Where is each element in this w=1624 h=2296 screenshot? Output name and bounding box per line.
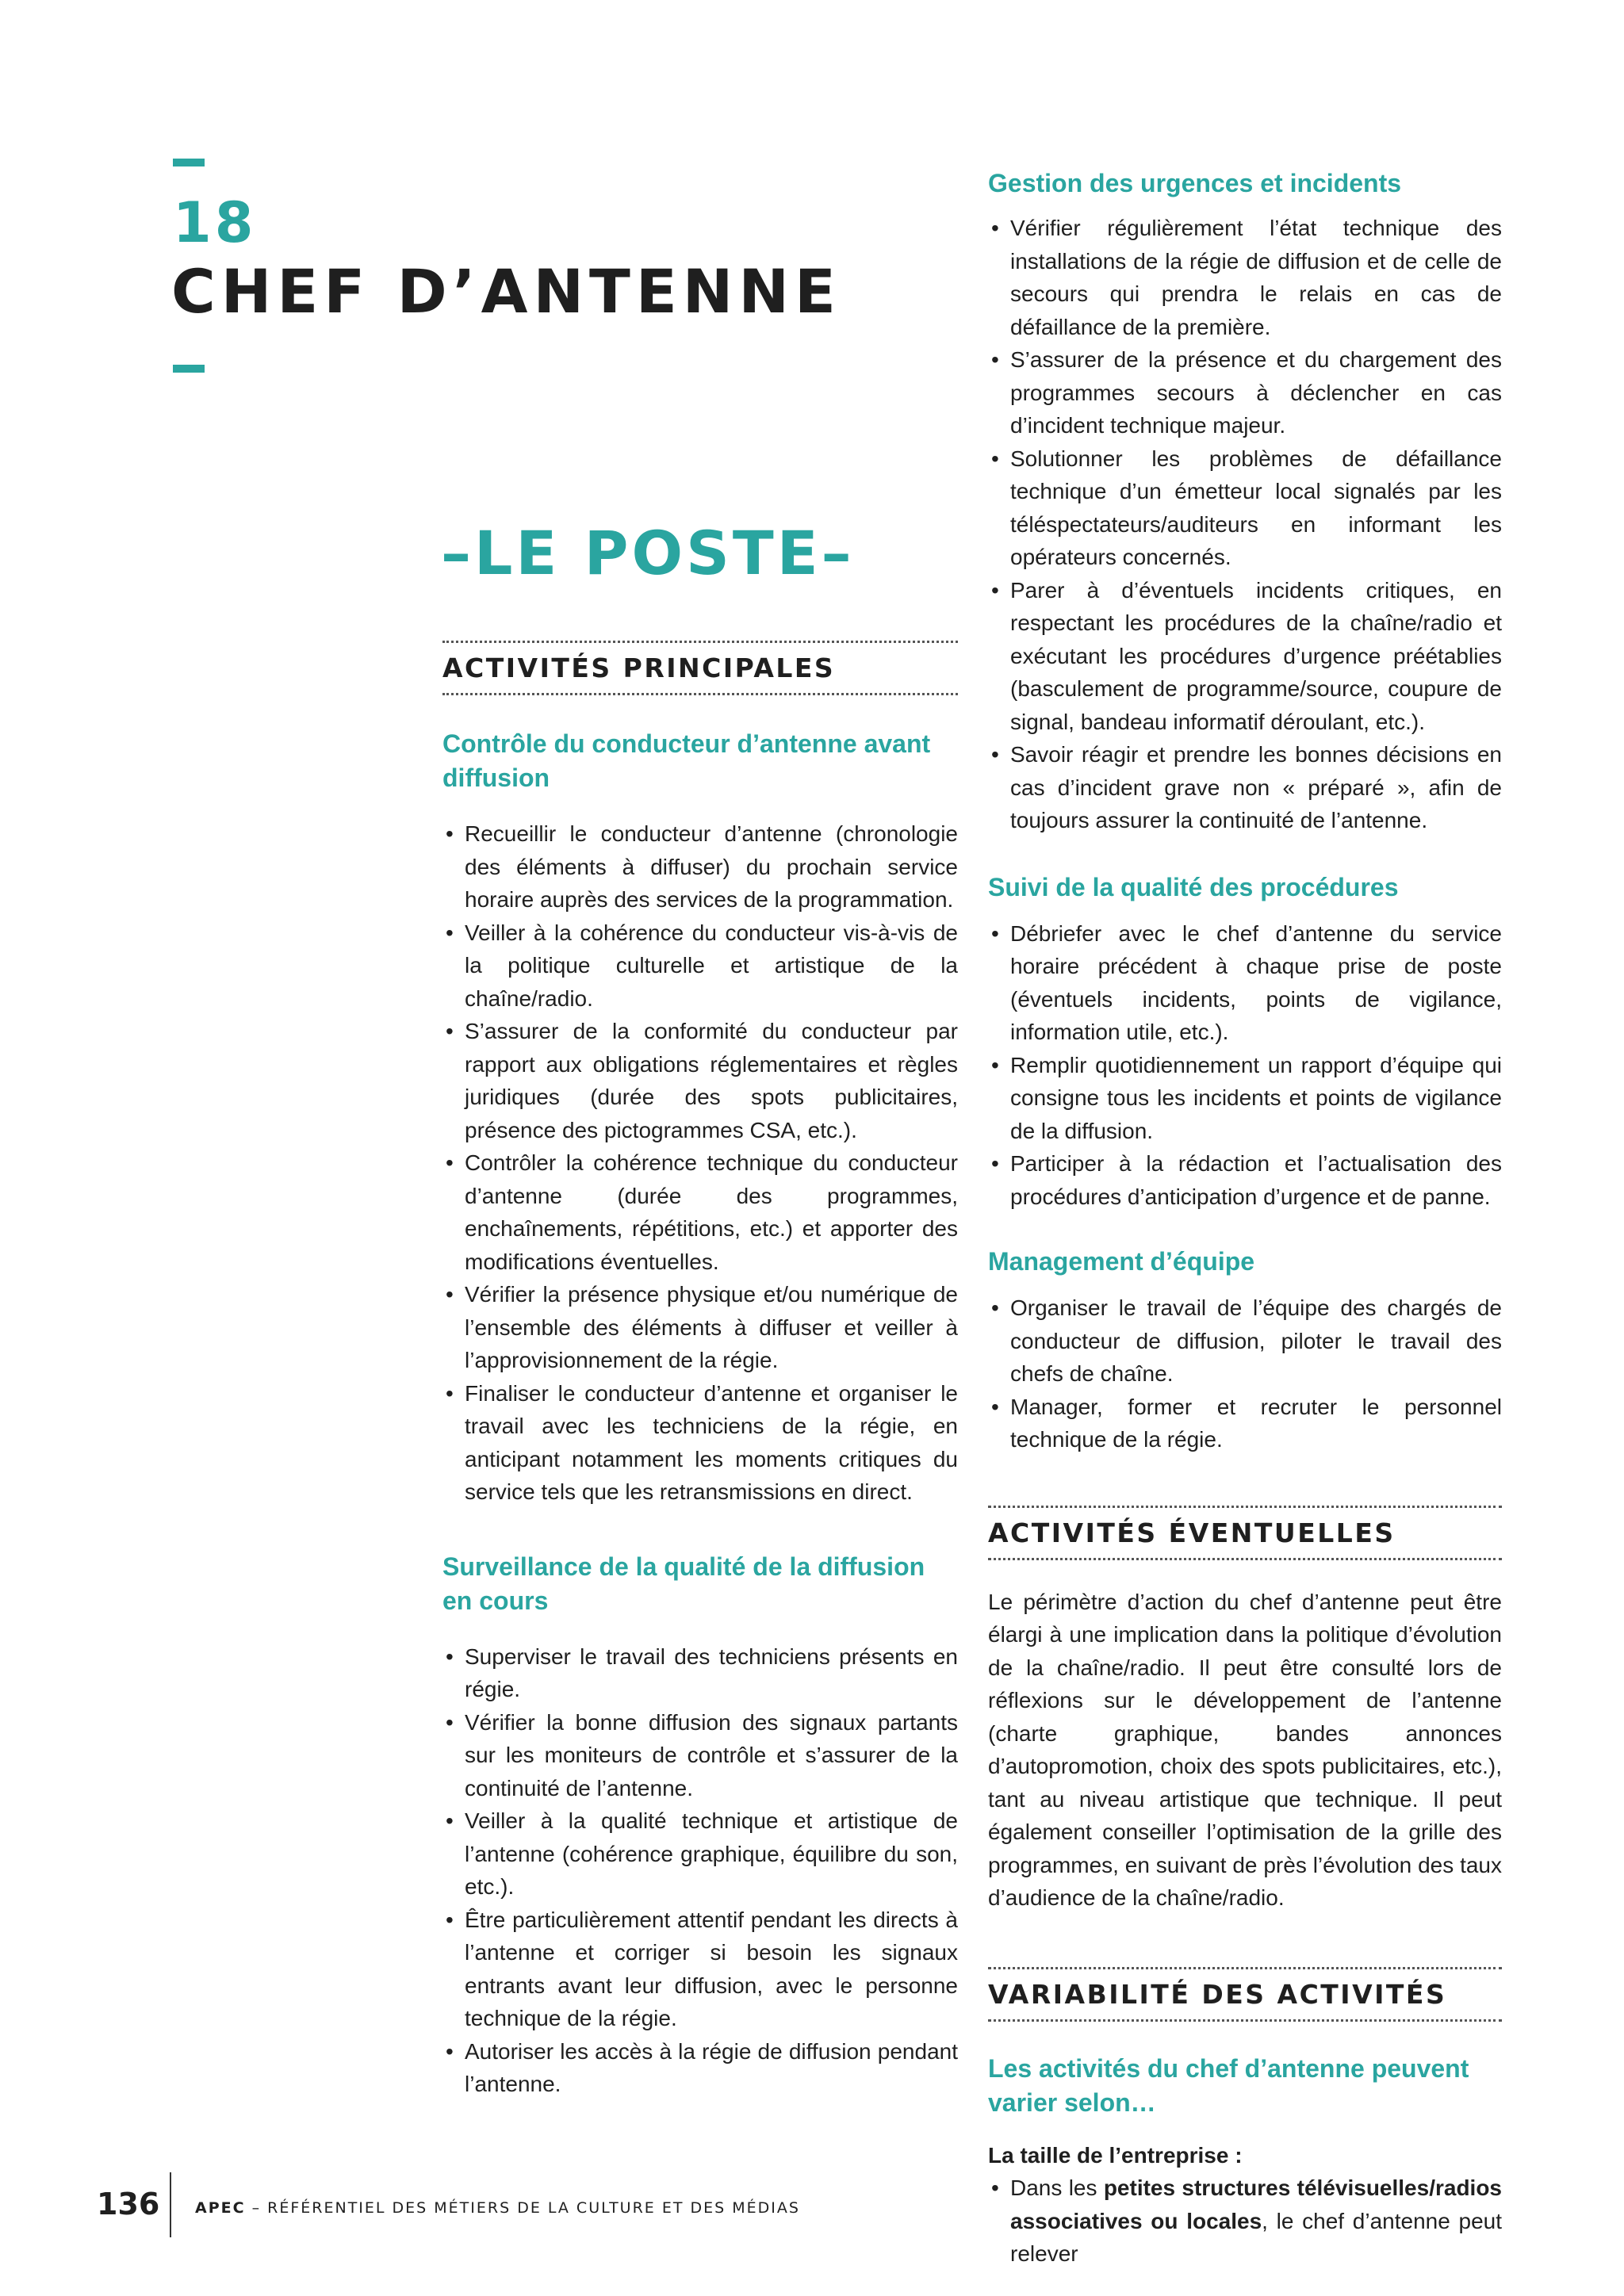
footer-title: – RÉFÉRENTIEL DES MÉTIERS DE LA CULTURE ET DES MÉDIAS — [245, 2199, 800, 2217]
list-item: • Vérifier la présence physique et/ou numérique de l’ensemble des éléments à diffuser et veiller à l’approvisionnement de la régie. — [442, 1278, 958, 1377]
list-item: • Organiser le travail de l’équipe des chargés de conducteur de diffusion, piloter le travail des chefs de chaîne. — [988, 1292, 1502, 1391]
group-heading: Contrôle du conducteur d’antenne avant diffusion — [442, 729, 931, 792]
bullet-list — [988, 2172, 1502, 2271]
bullet-list — [988, 917, 1502, 1214]
list-item: • Vérifier la bonne diffusion des signaux partants sur les moniteurs de contrôle et s’assurer de la continuité de l’antenne. — [442, 1706, 958, 1805]
group-heading: Surveillance de la qualité de la diffusion en cours — [442, 1552, 925, 1615]
list-item: • Solutionner les problèmes de défaillance technique d’un émetteur local signalés par les téléspectateurs/auditeurs en informant les opérateurs concernés. — [988, 442, 1502, 574]
list-item: • Manager, former et recruter le personnel technique de la régie. — [988, 1391, 1502, 1456]
list-item: • Recueillir le conducteur d’antenne (chronologie des éléments à diffuser) du prochain service horaire auprès des services de la programmation. — [442, 817, 958, 916]
list-item: • Remplir quotidiennement un rapport d’équipe qui consigne tous les incidents et points de vigilance de la diffusion. — [988, 1049, 1502, 1148]
item-text: , le chef d’antenne peut relever — [1010, 2208, 1503, 2266]
variabilite-subtitle: Les activités du chef d’antenne peuvent varier selon… — [988, 2053, 1469, 2117]
list-item: • Participer à la rédaction et l’actualisation des procédures d’anticipation d’urgence et de panne. — [988, 1147, 1502, 1213]
list-item: • Veiller à la qualité technique et artistique de l’antenne (cohérence graphique, équilibre du son, etc.). — [442, 1804, 958, 1904]
bullet-list — [988, 1292, 1502, 1456]
footer-text — [195, 2199, 800, 2217]
variabilite-header: VARIABILITÉ DES ACTIVITÉS — [988, 1967, 1502, 2022]
chapter-title: CHEF D’ANTENNE — [171, 256, 841, 327]
list-item: • Superviser le travail des techniciens présents en régie. — [442, 1640, 958, 1706]
chapter-number: 18 — [173, 190, 257, 255]
chapter-dash-top — [173, 159, 205, 166]
footer-divider — [170, 2172, 171, 2237]
group-heading: Suivi de la qualité des procédures — [988, 872, 1399, 901]
left-column — [442, 641, 958, 2101]
bullet-list — [442, 817, 958, 1509]
list-item: • Vérifier régulièrement l’état technique des installations de la régie de diffusion et de celle de secours qui prendra le relais en cas de défaillance de la première. — [988, 212, 1502, 343]
list-item: • Savoir réagir et prendre les bonnes décisions en cas d’incident grave non « préparé », afin de toujours assurer la continuité de l’antenne. — [988, 738, 1502, 837]
bullet-list — [442, 1640, 958, 2101]
list-item: • Autoriser les accès à la régie de diffusion pendant l’antenne. — [442, 2035, 958, 2101]
list-item — [988, 2172, 1502, 2271]
page-number: 136 — [97, 2187, 160, 2221]
chapter-dash-bottom — [173, 365, 205, 373]
activites-eventuelles-header: ACTIVITÉS ÉVENTUELLES — [988, 1506, 1502, 1560]
group-heading: Management d’équipe — [988, 1247, 1255, 1276]
item-text: Dans les — [1010, 2175, 1104, 2200]
right-column — [988, 166, 1502, 2271]
list-item: • Veiller à la cohérence du conducteur vis-à-vis de la politique culturelle et artistique de la chaîne/radio. — [442, 916, 958, 1016]
list-item: • Contrôler la cohérence technique du conducteur d’antenne (durée des programmes, enchaînements, répétitions, etc.) et apporter des modifications éventuelles. — [442, 1146, 958, 1278]
bullet-list — [988, 212, 1502, 837]
list-item: • Finaliser le conducteur d’antenne et organiser le travail avec les techniciens de la régie, en anticipant notamment les moments critiques du service tels que les retransmissions en direct. — [442, 1377, 958, 1509]
footer-brand: APEC — [195, 2199, 246, 2217]
activites-principales-header: ACTIVITÉS PRINCIPALES — [442, 641, 958, 695]
list-item: • Être particulièrement attentif pendant les directs à l’antenne et corriger si besoin les signaux entrants avant leur diffusion, avec le personne technique de la régie. — [442, 1904, 958, 2035]
section-title: –LE POSTE– — [441, 518, 855, 588]
taille-entreprise-label: La taille de l’entreprise : — [988, 2142, 1243, 2168]
list-item: • S’assurer de la conformité du conducteur par rapport aux obligations réglementaires et règles juridiques (durée des spots publicitaires, présence des pictogrammes CSA, etc.). — [442, 1015, 958, 1146]
item-emphasis: petites structures télévisuelles/radios associatives ou locales — [1010, 2175, 1502, 2233]
list-item: • S’assurer de la présence et du chargement des programmes secours à déclencher en cas d’incident technique majeur. — [988, 343, 1502, 442]
list-item: • Débriefer avec le chef d’antenne du service horaire précédent à chaque prise de poste (éventuels incidents, points de vigilance, information utile, etc.). — [988, 917, 1502, 1049]
group-heading: Gestion des urgences et incidents — [988, 169, 1402, 197]
list-item: • Parer à d’éventuels incidents critiques, en respectant les procédures de la chaîne/radio et exécutant les procédures d’urgence préétablies (basculement de programme/source, coupure de signal, bandeau informatif déroulant, etc.). — [988, 574, 1502, 739]
activites-eventuelles-text: Le périmètre d’action du chef d’antenne peut être élargi à une implication dans la politique d’évolution de la chaîne/radio. Il peut être consulté lors de réflexions sur le développement de l’antenne (charte graphique, bandes annonces d’autopromotion, choix des spots publicitaires, etc.), tant au niveau artistique que technique. Il peut également conseiller l’optimisation de la grille des programmes, en suivant de près l’évolution des taux d’audience de la chaîne/radio. — [988, 1589, 1502, 1910]
